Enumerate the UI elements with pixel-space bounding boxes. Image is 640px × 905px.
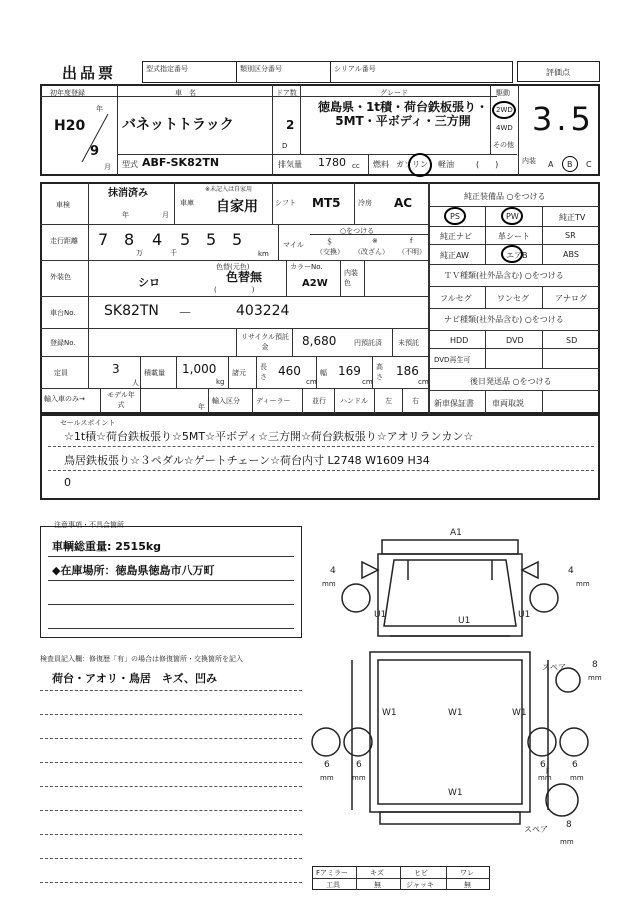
handle-label: ハンドル: [340, 397, 368, 405]
color-value: シロ: [138, 276, 160, 289]
width-value: 169: [338, 364, 361, 378]
chassis-model: SK82TN: [104, 303, 159, 319]
spare-bottom-mm: mm: [560, 838, 574, 846]
equip-abs: ABS: [563, 250, 579, 259]
interior-b-circle: [562, 156, 578, 172]
model-cert-box: [142, 61, 237, 83]
serial-box: [330, 61, 513, 83]
km-char: km: [258, 250, 269, 258]
doors-label: ドア数: [276, 89, 297, 97]
meter-swap-label: （交換）: [316, 248, 344, 256]
mileage-digit-2: 8: [124, 230, 135, 249]
equip-leather: 革シート: [498, 232, 530, 241]
displacement-value: 1780: [318, 156, 346, 169]
meter-swap-mark: ＄: [326, 238, 333, 246]
meter-unknown-mark: f: [410, 237, 413, 245]
tv-oneseg: ワンセグ: [497, 294, 529, 303]
meter-unknown-label: （不明）: [398, 248, 426, 256]
tire-fr-depth: 4: [568, 566, 574, 576]
chassis-dash: －: [178, 306, 192, 322]
later-manual: 車両取説: [492, 399, 524, 408]
grade-label: グレード: [380, 89, 408, 97]
first-reg-month: 9: [90, 144, 100, 159]
later-title: 後日発送品 ○をつける: [470, 377, 552, 386]
legend-v-none-1: 無: [374, 881, 381, 889]
capacity-value: 3: [112, 362, 120, 376]
legend-v-none-2: 無: [464, 881, 471, 889]
mileage-digit-3: 4: [152, 230, 163, 249]
reg-no-label: 登録No.: [50, 339, 76, 347]
color-no-label: カラーNo.: [290, 263, 323, 271]
dims-label: 諸元: [232, 369, 246, 377]
legend-h-break: ワレ: [460, 869, 474, 877]
equip-pw: PW: [506, 212, 519, 221]
model-year-label: モデル年式: [107, 391, 135, 409]
interior-color-label: 内装色: [344, 269, 358, 287]
inspection-year-char: 年: [122, 211, 129, 219]
drive-label: 駆動: [496, 89, 510, 97]
mile-label: マイル: [283, 241, 304, 249]
import-dealer: ディーラー: [256, 397, 291, 405]
person-char: 人: [132, 379, 139, 387]
equip-tv: 純正TV: [559, 213, 586, 222]
tire-rl2-mm: mm: [352, 774, 366, 782]
car-name: バネットトラック: [122, 117, 234, 133]
usage-note: ※未記入は自家用: [205, 186, 253, 193]
import-label: 輸入車のみ→: [44, 395, 85, 403]
spare-bottom-label: スペア: [524, 825, 548, 834]
cooling-value: AC: [394, 196, 413, 210]
nav-hdd: HDD: [450, 336, 469, 345]
notes-label: 注意事項・不具合箇所: [54, 521, 124, 529]
fuel-label: 燃料: [373, 160, 389, 169]
drive-other: その他: [493, 141, 514, 149]
diesel-label: 軽油: [438, 160, 454, 169]
diagram-w1-right: W1: [512, 708, 527, 718]
mileage-digit-5: 5: [206, 230, 217, 249]
mileage-digit-6: 5: [232, 230, 243, 249]
tire-rr1-mm: mm: [538, 774, 552, 782]
tire-fl-depth: 4: [330, 566, 336, 576]
equip-nav: 純正ナビ: [440, 232, 472, 241]
shift-value: MT5: [312, 196, 341, 210]
spare-top-mm: mm: [588, 674, 602, 682]
model-code: ABF-SK82TN: [142, 156, 220, 169]
fuel-gasoline: ガソリン: [396, 160, 428, 169]
inspector-note: 荷台・アオリ・鳥居 キズ、凹み: [52, 672, 217, 685]
load-value: 1,000: [182, 362, 217, 376]
equip-airbag-circle: [501, 245, 523, 263]
tv-title: ＴＶ種類(社外品含む) ○をつける: [444, 271, 564, 280]
legend-h-crack: ヒビ: [414, 869, 428, 877]
tire-rl1-mm: mm: [320, 774, 334, 782]
year-char: 年: [96, 105, 103, 113]
nav-sd: SD: [566, 336, 578, 345]
diagram-w1-bottom: W1: [448, 788, 463, 798]
width-label: 幅: [320, 369, 327, 377]
equip-sr: SR: [565, 231, 576, 240]
score-label: 評価点: [546, 68, 570, 77]
shift-label: シフト: [275, 199, 296, 207]
width-cm: cm: [362, 378, 373, 386]
tire-rr2-depth: 6: [572, 760, 578, 770]
import-parallel: 並行: [312, 397, 326, 405]
meter-tamper-label: （改ざん）: [354, 248, 389, 256]
interior-b: B: [567, 160, 573, 169]
model-year-char: 年: [198, 403, 205, 411]
chassis-number: 403224: [236, 303, 290, 319]
diagram-u1-left: U1: [374, 610, 387, 620]
drive-2wd-circle: [492, 101, 516, 119]
sales-line-2: 鳥居鉄板張り☆３ペダル☆ゲートチェーン☆荷台内寸 L2748 W1609 H34: [64, 454, 430, 467]
car-name-label: 車 名: [175, 89, 196, 97]
man-char: 万: [136, 249, 143, 257]
load-label: 積載量: [144, 369, 165, 377]
length-cm: cm: [306, 378, 317, 386]
recycle-unpaid: 未預託: [398, 339, 419, 347]
nav-dvd: DVD: [506, 336, 524, 345]
diagram-w1-center: W1: [448, 708, 463, 718]
mileage-label: 走行距離: [50, 237, 78, 245]
stock-location: ◆在庫場所：徳島県徳島市八万町: [52, 564, 215, 577]
diagram-u1-center: U1: [458, 616, 471, 626]
usage-label: 車庫: [180, 199, 194, 207]
mileage-digit-1: 7: [98, 230, 109, 249]
height-value: 186: [396, 364, 419, 378]
height-label: 高さ: [376, 363, 383, 381]
cc-char: cc: [352, 162, 360, 170]
first-reg-year: H20: [54, 118, 86, 134]
spare-top-label: スペア: [542, 663, 566, 672]
diesel-paren: ( ): [476, 160, 499, 169]
model-cert-label: 型式指定番号: [146, 65, 188, 73]
recycle-label: リサイクル預託金: [240, 333, 290, 351]
kg-char: kg: [216, 378, 225, 386]
diagram-a1: A1: [450, 528, 462, 538]
tire-rl2-depth: 6: [356, 760, 362, 770]
length-label: 長さ: [260, 363, 267, 381]
tire-rr1-j: j: [546, 766, 548, 774]
score-header: [517, 61, 600, 82]
inspection-value: 抹消済み: [108, 188, 148, 199]
nav-title: ナビ種類(社外品含む) ○をつける: [444, 315, 564, 324]
cooling-label: 冷房: [358, 199, 372, 207]
diagram-w1-left: W1: [382, 708, 397, 718]
spare-bottom-depth: 8: [566, 820, 572, 830]
drive-2wd: 2WD: [496, 106, 513, 114]
gross-weight: 車輌総重量: 2515kg: [52, 540, 162, 553]
handle-left: 左: [385, 397, 392, 405]
equip-airbag: エアB: [506, 251, 528, 260]
color-change-paren: ( ): [214, 286, 255, 294]
legend-v-jack: ジャッキ: [406, 881, 434, 889]
meter-tamper-mark: ※: [372, 237, 378, 245]
score-value: 3.5: [532, 100, 595, 138]
drive-4wd: 4WD: [496, 124, 513, 132]
spare-top-depth: 8: [592, 660, 598, 670]
grade-text: 徳島県・1t積・荷台鉄板張り・5MT・平ボディ・三方開: [317, 100, 489, 128]
handle-right: 右: [412, 397, 419, 405]
inspection-label: 車検: [56, 201, 70, 209]
tv-fullseg: フルセグ: [440, 294, 472, 303]
tire-rr1-depth: 6: [540, 760, 546, 770]
length-value: 460: [278, 364, 301, 378]
capacity-label: 定員: [54, 369, 68, 377]
serial-label: シリアル番号: [334, 65, 376, 73]
first-reg-label: 初年度登録: [50, 89, 85, 97]
class-box: [236, 61, 331, 83]
sen-char: 千: [170, 249, 177, 257]
equip-ps-circle: [444, 207, 466, 225]
vehicle-diagram: [300, 520, 600, 865]
tire-rl1-depth: 6: [324, 760, 330, 770]
sales-line-3: 0: [64, 476, 71, 489]
recycle-value: 8,680: [302, 334, 337, 348]
legend-h-scratch: キズ: [370, 869, 384, 877]
tire-fl-mm: mm: [322, 580, 336, 588]
displacement-label: 排気量: [278, 160, 302, 169]
legend-v-tools: 工具: [326, 881, 340, 889]
diagram-u1-right: U1: [518, 610, 531, 620]
interior-c: C: [586, 160, 592, 169]
color-label: 外装色: [50, 273, 71, 281]
month-char: 月: [104, 163, 111, 171]
chassis-label: 車台No.: [50, 309, 76, 317]
model-label: 型式: [122, 160, 138, 169]
color-change-label: 色替(元色): [216, 263, 250, 271]
mileage-digit-4: 5: [180, 230, 191, 249]
inspector-label: 検査員記入欄：修復歴「有」の場合は修復箇所・交換箇所を記入: [40, 655, 243, 663]
class-label: 類別区分番号: [240, 65, 282, 73]
fuel-circle: [408, 153, 432, 177]
door-count: 2: [286, 118, 295, 132]
dvd-play-label: DVD再生可: [434, 356, 471, 364]
color-no-value: A2W: [302, 278, 328, 289]
tv-analog: アナログ: [555, 294, 587, 303]
tire-fr-mm: mm: [576, 580, 590, 588]
usage-value: 自家用: [216, 199, 258, 215]
sales-label: セールスポイント: [60, 419, 116, 427]
height-cm: cm: [418, 378, 429, 386]
equip-ps: PS: [450, 212, 460, 221]
equip-aw: 純正AW: [440, 251, 469, 260]
recycle-paid: 円預託済: [354, 339, 382, 347]
import-cat-label: 輸入区分: [212, 397, 240, 405]
equipment-title: 純正装備品 ○をつける: [464, 192, 546, 201]
equip-pw-circle: [501, 207, 523, 225]
later-warranty: 新車保証書: [434, 399, 474, 408]
d-char: D: [282, 142, 288, 150]
page-title: 出品票: [62, 64, 117, 82]
inspection-month-char: 月: [162, 211, 169, 219]
interior-label: 内装: [522, 157, 536, 165]
color-change-value: 色替無: [226, 270, 263, 284]
mileage-mark-note: ○をつける: [340, 227, 375, 235]
tire-rr2-mm: mm: [570, 774, 584, 782]
interior-a: A: [548, 160, 554, 169]
sales-line-1: ☆1t積☆荷台鉄板張り☆5MT☆平ボディ☆三方開☆荷台鉄板張り☆アオリランカン☆: [64, 430, 474, 443]
legend-h-mirror: Fアミラー: [316, 869, 349, 877]
